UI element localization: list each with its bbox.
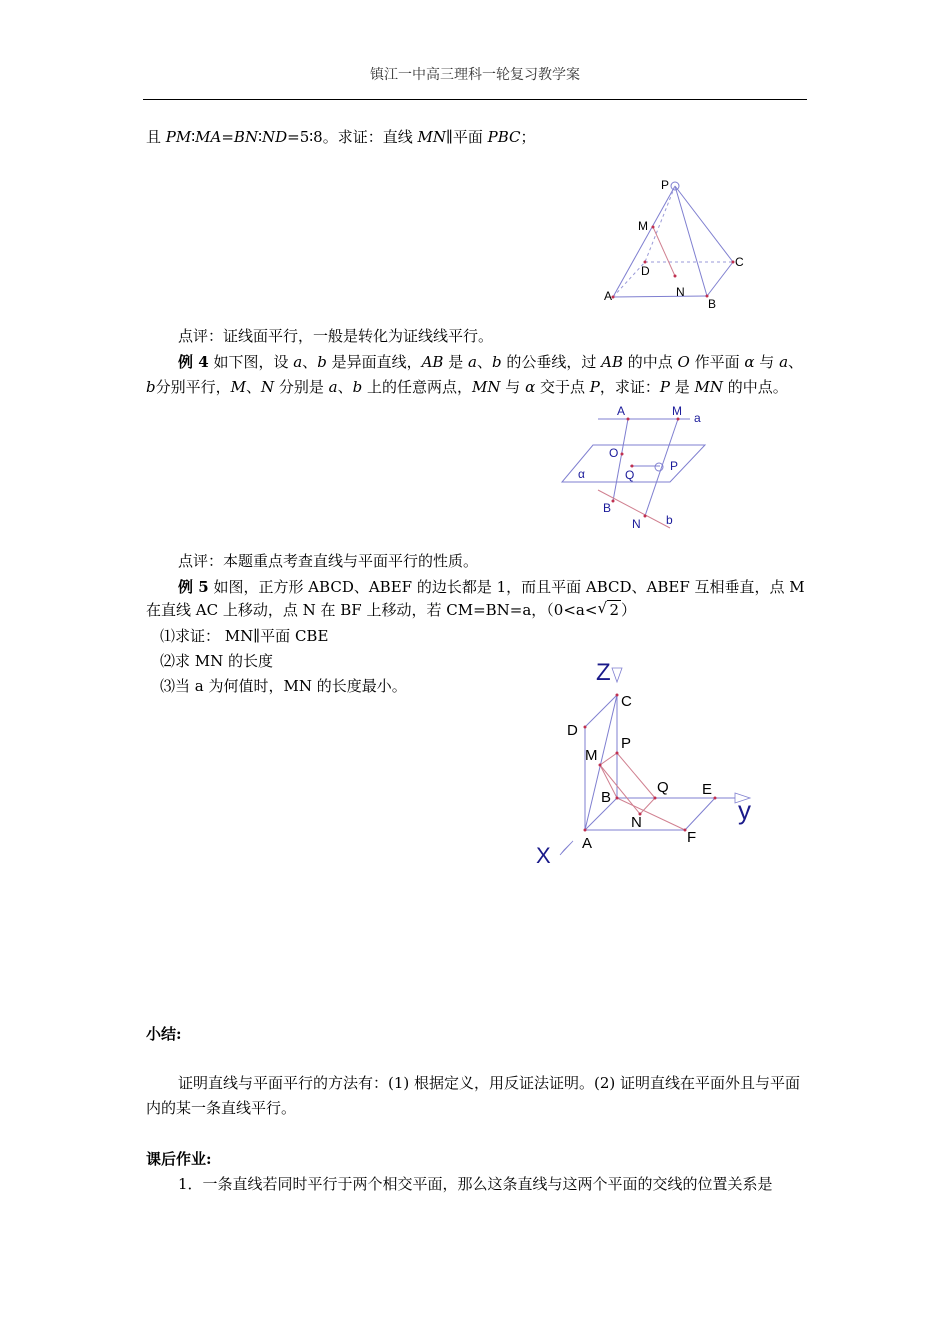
edge-pd	[645, 186, 675, 262]
label-b: B	[601, 789, 612, 806]
label-n: N	[632, 517, 641, 531]
example-5-label: 例 5	[178, 578, 209, 596]
label-b: B	[708, 297, 717, 311]
segment-ab	[613, 419, 628, 501]
edge-ab	[613, 296, 707, 297]
z-arrow	[612, 668, 622, 682]
label-m: M	[638, 219, 648, 233]
header-rule	[143, 99, 807, 100]
example-4-label: 例 4	[178, 353, 209, 371]
summary-title: 小结:	[146, 1025, 182, 1043]
homework-question-1: 1．一条直线若同时平行于两个相交平面，那么这条直线与这两个平面的交线的位置关系是	[178, 1175, 773, 1193]
pyramid-figure	[595, 172, 755, 317]
axis-label-y: y	[738, 795, 751, 825]
edge-pb	[675, 186, 707, 296]
edge-bc	[707, 262, 733, 296]
page-header: 镇江一中高三理科一轮复习教学案	[370, 67, 580, 83]
edge-pc	[675, 186, 733, 262]
question-1: ⑴求证： MN∥平面 CBE	[160, 627, 329, 645]
label-e: E	[702, 781, 713, 798]
comment-2: 点评：本题重点考查直线与平面平行的性质。	[178, 552, 479, 570]
label-n: N	[676, 285, 685, 299]
segment-nq	[640, 798, 655, 814]
label-p: P	[661, 178, 670, 192]
label-d: D	[641, 264, 650, 278]
edge-dc	[585, 695, 617, 727]
axis-label-z: Z	[596, 659, 611, 686]
label-p: P	[621, 735, 632, 752]
label-q: Q	[625, 468, 635, 482]
label-n: N	[631, 814, 642, 831]
edge-pa	[613, 186, 675, 297]
label-c: C	[735, 255, 744, 269]
label-line-a: a	[694, 411, 701, 425]
label-line-b: b	[666, 513, 673, 527]
homework-title: 课后作业:	[146, 1150, 212, 1168]
example-5-line-2: 在直线 AC 上移动，点 N 在 BF 上移动，若 CM=BN=a，（0<a< √ 2 ）	[146, 599, 636, 619]
example-5: 例 5 如图，正方形 ABCD、ABEF 的边长都是 1，而且平面 ABCD、ABEF 互相垂直，点 M	[178, 578, 805, 596]
label-a: A	[582, 835, 593, 852]
label-alpha: α	[578, 467, 585, 481]
skew-lines-figure	[560, 400, 720, 535]
sqrt-symbol: √ 2	[597, 599, 619, 619]
label-m: M	[585, 747, 598, 764]
label-c: C	[621, 693, 632, 710]
segment-pq	[617, 753, 655, 798]
label-m: M	[672, 404, 682, 418]
x-arrow	[560, 841, 573, 855]
label-f: F	[687, 829, 697, 846]
label-o: O	[609, 446, 619, 460]
label-d: D	[567, 722, 578, 739]
comment-1: 点评：证线面平行，一般是转化为证线线平行。	[178, 327, 494, 345]
edge-fe	[685, 798, 715, 830]
example-4: 例 4 如下图，设 a、b 是异面直线，AB 是 a、b 的公垂线，过 AB 的中点 O 作平面 α 与 a、b分别平行，M、N 分别是 a、b 上的任意两点，MN 与 α 交于点 P，求证：P 是 MN 的中点。	[146, 353, 804, 396]
label-a: A	[604, 289, 613, 303]
coordinate-figure	[530, 655, 760, 870]
label-a-point: A	[617, 404, 626, 418]
question-3: ⑶当 a 为何值时，MN 的长度最小。	[160, 677, 407, 695]
problem-statement: 且 PM∶MA=BN∶ND=5∶8。求证：直线 MN∥平面 PBC；	[146, 128, 536, 146]
label-q: Q	[657, 779, 669, 796]
axis-label-x: X	[536, 843, 551, 868]
question-2: ⑵求 MN 的长度	[160, 652, 274, 670]
segment-mn	[653, 227, 675, 276]
summary-text: 证明直线与平面平行的方法有：(1) 根据定义，用反证法证明。(2) 证明直线在平面外且与平面内的某一条直线平行。	[146, 1074, 801, 1117]
label-b-point: B	[603, 501, 612, 515]
label-p: P	[670, 459, 679, 473]
